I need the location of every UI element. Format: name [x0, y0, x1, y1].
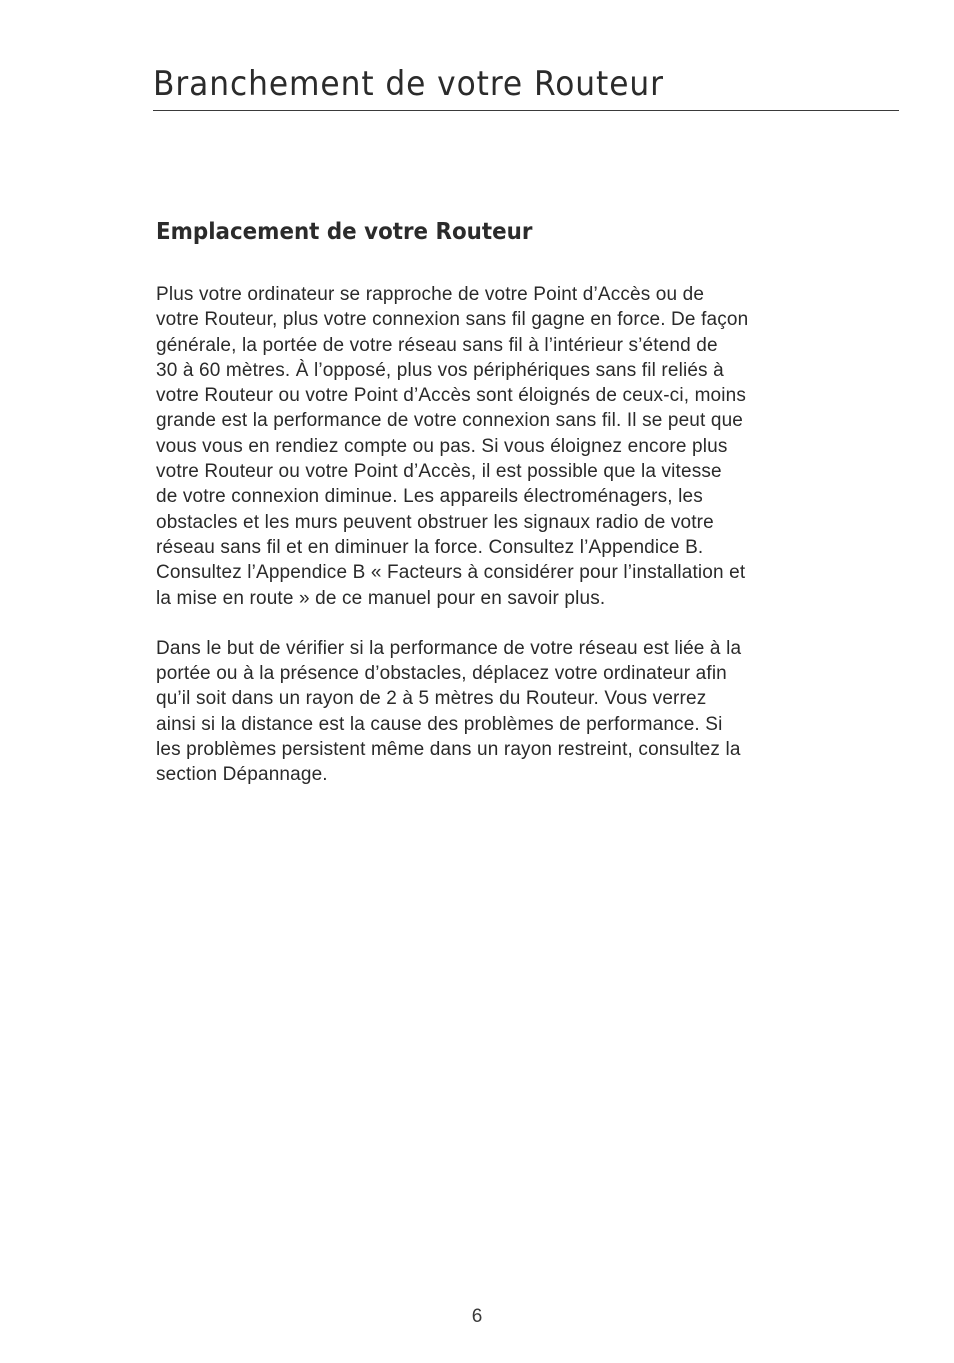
text-line: 30 à 60 mètres. À l’opposé, plus vos périphériques sans fil reliés à [156, 359, 724, 381]
page-title: Branchement de votre Routeur [153, 64, 664, 104]
text-line: Consultez l’Appendice B « Facteurs à considérer pour l’installation et [156, 562, 746, 584]
page-number: 6 [471, 1306, 483, 1327]
text-line: obstacles et les murs peuvent obstruer les signaux radio de votre [156, 511, 714, 533]
text-line: la mise en route » de ce manuel pour en savoir plus. [156, 587, 606, 609]
paragraph-troubleshooting [156, 636, 860, 788]
text-line: de votre connexion diminue. Les appareils électroménagers, les [156, 486, 703, 508]
text-line: votre Routeur ou votre Point d’Accès sont éloignés de ceux-ci, moins [156, 385, 746, 407]
header-divider [153, 110, 899, 111]
text-line: générale, la portée de votre réseau sans fil à l’intérieur s’étend de [156, 334, 718, 356]
text-line: votre Routeur, plus votre connexion sans fil gagne en force. De façon [156, 309, 749, 331]
text-line: les problèmes persistent même dans un rayon restreint, consultez la [156, 739, 741, 761]
section-heading: Emplacement de votre Routeur [156, 219, 533, 245]
text-line: réseau sans fil et en diminuer la force. Consultez l’Appendice B. [156, 536, 704, 558]
text-line: grande est la performance de votre connexion sans fil. Il se peut que [156, 410, 744, 432]
text-line: Plus votre ordinateur se rapproche de votre Point d’Accès ou de [156, 284, 705, 305]
text-line: vous vous en rendiez compte ou pas. Si vous éloignez encore plus [156, 435, 728, 457]
text-line: votre Routeur ou votre Point d’Accès, il est possible que la vitesse [156, 461, 722, 483]
text-line: Dans le but de vérifier si la performance de votre réseau est liée à la [156, 637, 742, 659]
main-content [156, 216, 860, 813]
text-line: ainsi si la distance est la cause des problèmes de performance. Si [156, 713, 723, 735]
text-line: qu’il soit dans un rayon de 2 à 5 mètres du Routeur. Vous verrez [156, 688, 707, 710]
paragraph-placement [156, 282, 860, 611]
text-line: section Dépannage. [156, 764, 328, 786]
text-line: portée ou à la présence d’obstacles, déplacez votre ordinateur afin [156, 663, 727, 685]
page-header [153, 62, 899, 111]
